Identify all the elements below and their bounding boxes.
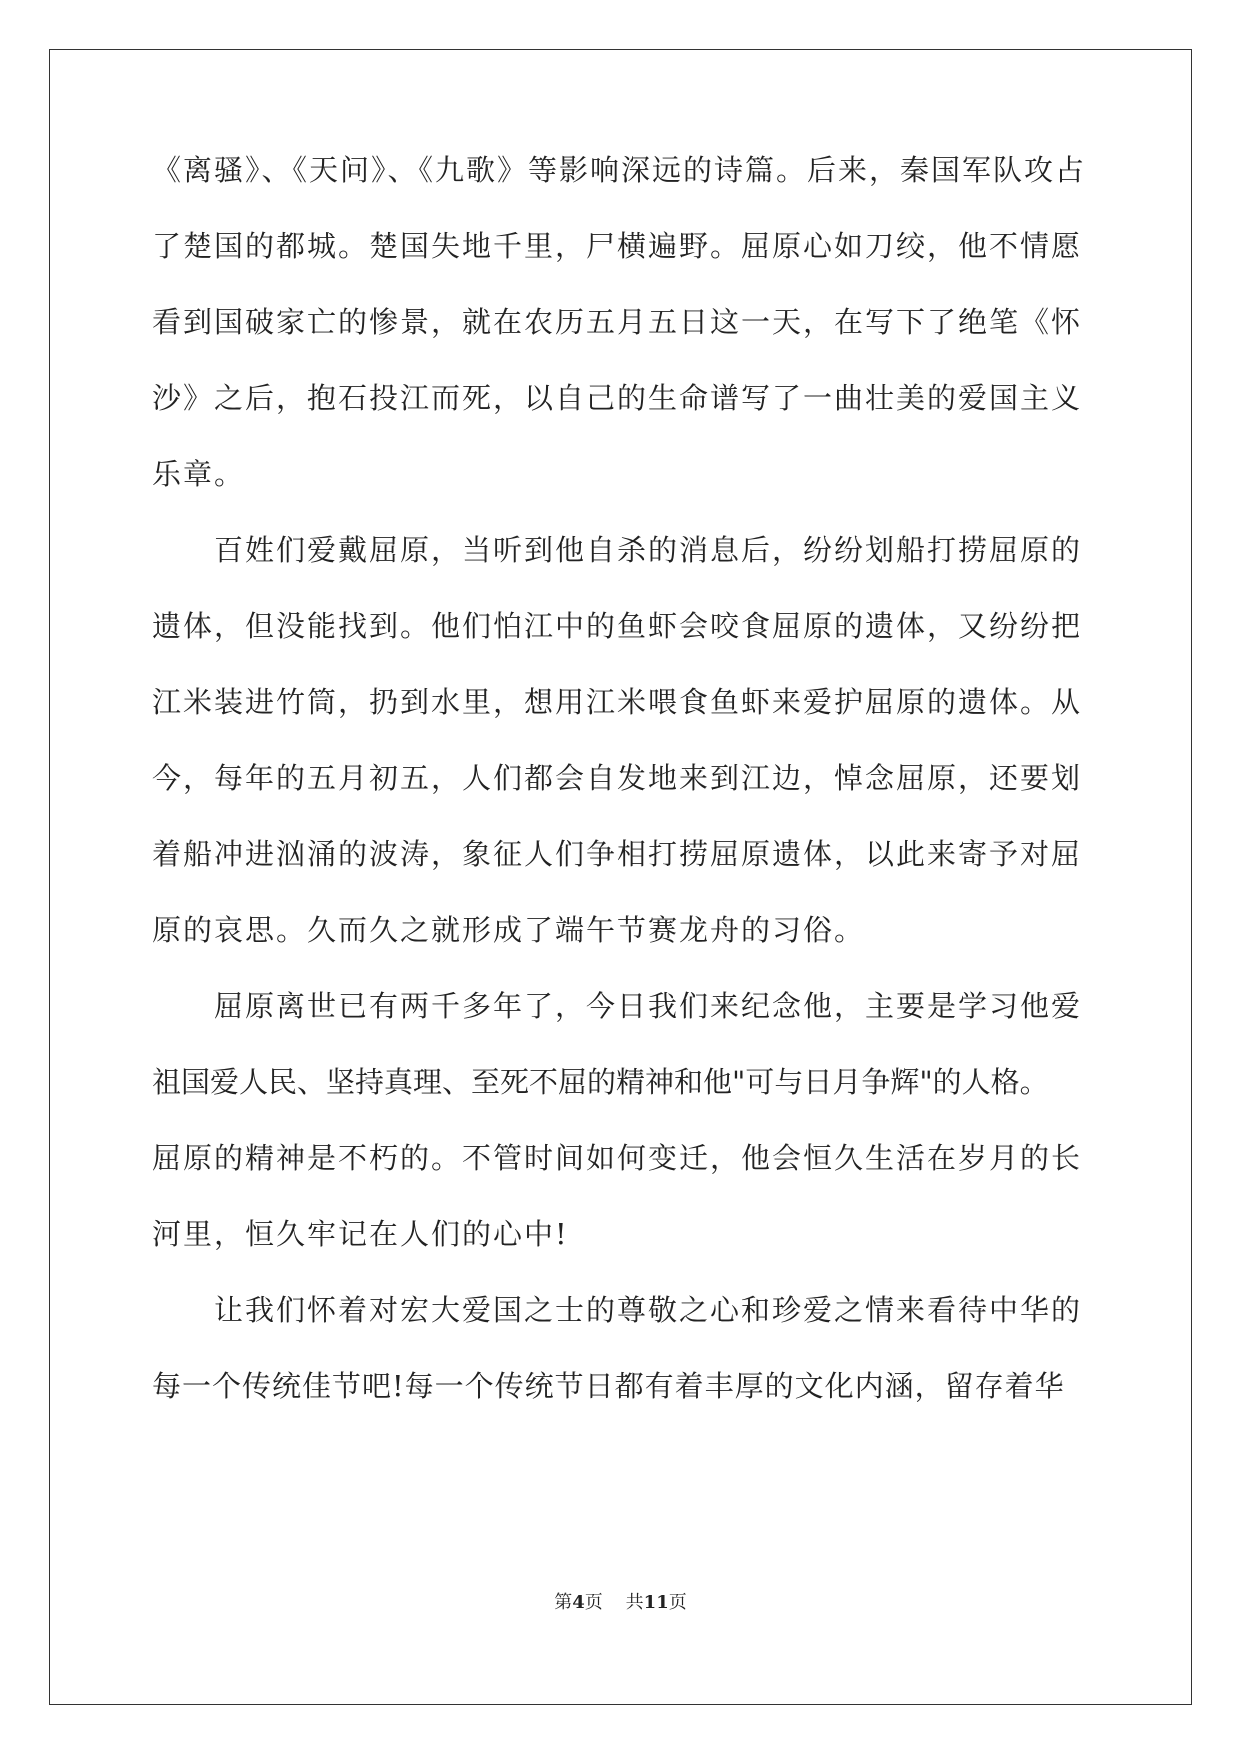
page-border <box>49 49 1192 1705</box>
page-footer <box>0 1591 1241 1615</box>
text-line: 祖国爱人民、坚持真理、至死不屈的精神和他"可与日月争辉"的人格。 <box>152 1065 1049 1099</box>
paragraph-first-line: 让我们怀着对宏大爱国之士的尊敬之心和珍爱之情来看待中华的 <box>214 1293 1083 1327</box>
paragraph-first-line: 屈原离世已有两千多年了，今日我们来纪念他，主要是学习他爱 <box>214 989 1083 1023</box>
page-number: 4 <box>572 1592 585 1613</box>
text-line: 着船冲进汹涌的波涛，象征人们争相打捞屈原遗体，以此来寄予对屈 <box>152 837 1083 871</box>
text-line: 乐章。 <box>152 457 246 491</box>
text-line: 河里，恒久牢记在人们的心中! <box>152 1217 569 1251</box>
text-line: 《离骚》、《天问》、《九歌》等影响深远的诗篇。后来，秦国军队攻占 <box>152 153 1087 187</box>
text-line: 每一个传统佳节吧!每一个传统节日都有着丰厚的文化内涵，留存着华 <box>152 1369 1065 1403</box>
page-prefix: 第 <box>554 1592 573 1613</box>
page-suffix: 页 <box>584 1592 603 1613</box>
text-line: 了楚国的都城。楚国失地千里，尸横遍野。屈原心如刀绞，他不情愿 <box>152 229 1083 263</box>
total-suffix: 页 <box>668 1592 687 1613</box>
text-line: 沙》之后，抱石投江而死，以自己的生命谱写了一曲壮美的爱国主义 <box>152 381 1083 415</box>
text-line: 原的哀思。久而久之就形成了端午节赛龙舟的习俗。 <box>152 913 866 947</box>
text-line: 今，每年的五月初五，人们都会自发地来到江边，悼念屈原，还要划 <box>152 761 1083 795</box>
total-pages: 11 <box>643 1592 669 1613</box>
text-line: 遗体，但没能找到。他们怕江中的鱼虾会咬食屈原的遗体，又纷纷把 <box>152 609 1083 643</box>
paragraph-first-line: 百姓们爱戴屈原，当听到他自杀的消息后，纷纷划船打捞屈原的 <box>214 533 1083 567</box>
text-line: 屈原的精神是不朽的。不管时间如何变迁，他会恒久生活在岁月的长 <box>152 1141 1083 1175</box>
text-line: 看到国破家亡的惨景，就在农历五月五日这一天，在写下了绝笔《怀 <box>152 305 1083 339</box>
total-prefix: 共 <box>625 1592 644 1613</box>
text-line: 江米装进竹筒，扔到水里，想用江米喂食鱼虾来爱护屈原的遗体。从 <box>152 685 1083 719</box>
